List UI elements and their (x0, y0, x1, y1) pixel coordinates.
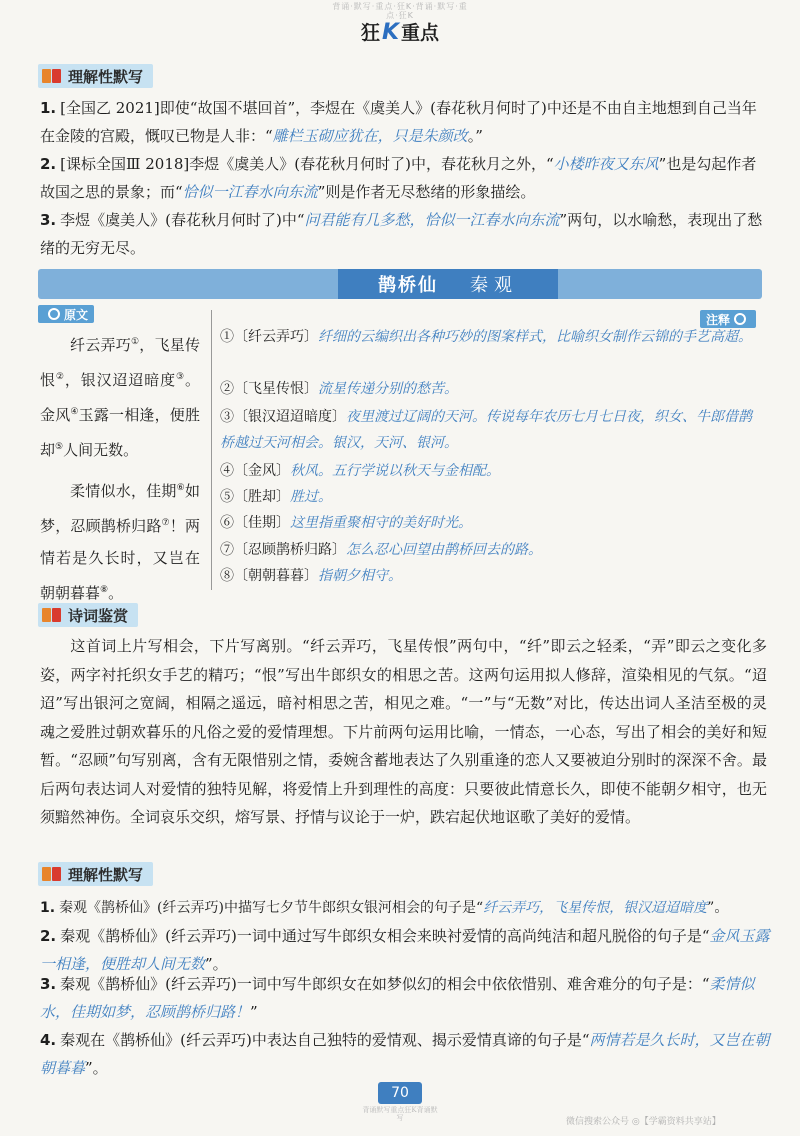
answer-text: 两情若是久长时，又岂在朝朝暮暮 (40, 1031, 770, 1077)
footnote-mark: ⑧ (100, 585, 109, 595)
note-item (220, 484, 765, 510)
note-text: 胜过。 (290, 489, 332, 505)
question-number: 2. (40, 155, 57, 173)
header-k-logo: K (381, 20, 400, 45)
note-term: ⑦〔忍顾鹊桥归路〕 (220, 542, 346, 558)
answer-text: 柔情似水，佳期如梦，忍顾鹊桥归路！ (40, 975, 755, 1021)
answer-text: 纤云弄巧，飞星传恨，银汉迢迢暗度 (483, 900, 708, 916)
note-item (220, 510, 765, 536)
footer-pattern: 背诵默写重点狂K背诵默写 (362, 1106, 438, 1122)
note-text: 夜里渡过辽阔的天河。传说每年农历七月七日夜，织女、牛郎借鹊桥越过天河相会。银汉，天河、银河。 (220, 409, 752, 451)
section-label-memorize-1 (38, 64, 153, 88)
book-icon (42, 67, 62, 85)
book-icon (42, 606, 62, 624)
question-text-end: ”两句，以水喻愁，表现出了愁绪的无穷无尽。 (40, 211, 763, 257)
note-term: ③〔银汉迢迢暗度〕 (220, 409, 346, 425)
page-number: 70 (378, 1082, 422, 1104)
note-item (220, 404, 765, 456)
poem-text: 如梦，忍顾鹊桥归路 (40, 482, 200, 535)
question-s2-4 (40, 1026, 770, 1082)
question-number: 1. (40, 900, 56, 916)
footnote-mark: ② (55, 372, 65, 382)
question-number: 4. (40, 1031, 57, 1049)
section-label-appreciation (38, 603, 138, 627)
section-label-memorize-2 (38, 862, 153, 886)
section-label-text: 理解性默写 (68, 67, 144, 86)
poem-text: ！两情若是久长时，又岂在朝朝暮暮 (40, 517, 200, 602)
poem-title-box (338, 269, 558, 299)
answer-text: 问君能有几多愁，恰似一江春水向东流 (304, 211, 560, 229)
footnote-mark: ③ (176, 372, 185, 382)
original-text-tag (38, 305, 94, 323)
question-text: 秦观在《鹊桥仙》(纤云弄巧)中表达自己独特的爱情观、揭示爱情真谛的句子是“ (60, 1031, 590, 1049)
footnote-mark: ⑥ (176, 483, 185, 493)
question-number: 3. (40, 211, 57, 229)
header-right: 重点 (401, 22, 440, 44)
answer-text: 雕栏玉砌应犹在，只是朱颜改 (272, 127, 468, 145)
footer-watermark: 微信搜索公众号 ◎【学霸资料共享站】 (566, 1117, 721, 1127)
question-text-end: 。” (467, 127, 483, 145)
poem-title: 鹊桥仙 (378, 275, 438, 296)
note-text: 这里指重聚相守的美好时光。 (290, 515, 472, 531)
note-item (220, 537, 765, 563)
note-term: ②〔飞星传恨〕 (220, 381, 318, 397)
question-text: [课标全国Ⅲ 2018]李煜《虞美人》(春花秋月何时了)中，春花秋月之外，“ (60, 155, 554, 173)
poem-author: 秦观 (470, 275, 518, 296)
poem-stanza-2 (40, 472, 200, 609)
poem-text: 。 (108, 584, 124, 602)
poem-text: 纤云弄巧 (70, 336, 131, 354)
footnote-mark: ④ (70, 407, 79, 417)
notes-tag-label: 注释 (706, 312, 731, 327)
question-text: [全国乙 2021]即使“故国不堪回首”，李煜在《虞美人》(春花秋月何时了)中还是不由自主地想到自己当年在金陵的宫殿，慨叹已物是人非：“ (40, 99, 757, 145)
poem-text: 人间无数。 (63, 441, 139, 459)
question-number: 3. (40, 975, 57, 993)
question-3 (40, 206, 770, 262)
circle-icon (48, 308, 60, 320)
note-item (220, 324, 765, 350)
note-term: ⑧〔朝朝暮暮〕 (220, 568, 318, 584)
question-text-end: ”则是作者无尽愁绪的形象描绘。 (317, 183, 536, 201)
question-number: 1. (40, 99, 57, 117)
note-item (220, 458, 765, 484)
section-label-text: 诗词鉴赏 (68, 606, 129, 625)
note-text: 指朝夕相守。 (318, 568, 402, 584)
section-label-text: 理解性默写 (68, 865, 144, 884)
question-s2-3 (40, 970, 770, 1026)
appreciation-paragraph (40, 632, 767, 832)
book-icon (42, 865, 62, 883)
question-2 (40, 150, 770, 206)
note-item (220, 376, 765, 402)
footnote-mark: ⑤ (55, 442, 64, 452)
note-item (220, 563, 765, 589)
header-left: 狂 (360, 22, 380, 44)
note-term: ④〔金风〕 (220, 463, 290, 479)
note-term: ①〔纤云弄巧〕 (220, 329, 318, 345)
question-number: 2. (40, 927, 57, 945)
poem-original (40, 326, 200, 609)
question-text-end: ”。 (205, 955, 228, 973)
note-text: 纤细的云编织出各种巧妙的图案样式，比喻织女制作云锦的手艺高超。 (318, 329, 752, 345)
question-text: 李煜《虞美人》(春花秋月何时了)中“ (60, 211, 305, 229)
answer-text-2: 恰似一江春水向东流 (182, 183, 318, 201)
note-term: ⑤〔胜却〕 (220, 489, 290, 505)
question-s2-1 (40, 894, 770, 922)
poem-title-banner (38, 269, 762, 299)
footnote-mark: ⑦ (161, 518, 170, 528)
appreciation-text: 这首词上片写相会，下片写离别。“纤云弄巧，飞星传恨”两句中，“纤”即云之轻柔，“弄”即云之变化多姿，两字衬托织女手艺的精巧；“恨”写出牛郎织女的相思之苦。这两句运用拟人修辞，渲染相见的气氛。“迢迢”写出银河之宽阔，相隔之遥远，暗衬相思之苦，相见之难。“一”与“无数”对比，传达出词人圣洁至极的灵魂之爱胜过朝欢暮乐的凡俗之爱的爱情理想。下片前两句运用比喻，一情态，一心态，写出了相会的美好和短暂。“忍顾”句写别离，含有无限惜别之情，委婉含蓄地表达了久别重逢的恋人又要被迫分别时的深深不舍。最后两句表达词人对爱情的独特见解，将爱情上升到理性的高度：只要彼此情意长久，即使不能朝夕相守，也无须黯然神伤。全词哀乐交织，熔写景、抒情与议论于一炉，跌宕起伏地讴歌了美好的爱情。 (40, 637, 767, 826)
original-tag-label: 原文 (64, 307, 89, 322)
answer-text: 小楼昨夜又东风 (553, 155, 659, 173)
page-header (0, 18, 800, 45)
poem-stanza-1 (40, 326, 200, 466)
question-1 (40, 94, 770, 150)
header-pattern: 背诵·默写·重点·狂K·背诵·默写·重点·狂K (332, 2, 468, 20)
answer-text: 金风玉露一相逢，便胜却人间无数 (40, 927, 770, 973)
question-text-end: ” (250, 1003, 258, 1021)
poem-text: ，银汉迢迢暗度 (64, 371, 177, 389)
note-text: 流星传递分别的愁苦。 (318, 381, 458, 397)
note-text: 怎么忍心回望由鹊桥回去的路。 (346, 542, 542, 558)
question-text-end: ”。 (707, 900, 729, 916)
note-text: 秋风。五行学说以秋天与金相配。 (290, 463, 500, 479)
poem-text: ，飞星传恨 (40, 336, 200, 389)
poem-text: 柔情似水，佳期 (70, 482, 177, 500)
question-text-end: ”。 (85, 1059, 108, 1077)
note-term: ⑥〔佳期〕 (220, 515, 290, 531)
poem-text: 。金风 (40, 371, 200, 424)
question-text: 秦观《鹊桥仙》(纤云弄巧)中描写七夕节牛郎织女银河相会的句子是“ (59, 900, 484, 916)
question-text-mid: ”也是勾起作者故国之思的景象；而“ (40, 155, 757, 201)
column-divider (211, 310, 212, 590)
poem-text: 玉露一相逢，便胜却 (40, 406, 200, 459)
question-text: 秦观《鹊桥仙》(纤云弄巧)一词中写牛郎织女在如梦似幻的相会中依依惜别、难舍难分的句子是：“ (60, 975, 710, 993)
footnote-mark: ① (130, 337, 140, 347)
question-text: 秦观《鹊桥仙》(纤云弄巧)一词中通过写牛郎织女相会来映衬爱情的高尚纯洁和超凡脱俗的句子是“ (60, 927, 710, 945)
